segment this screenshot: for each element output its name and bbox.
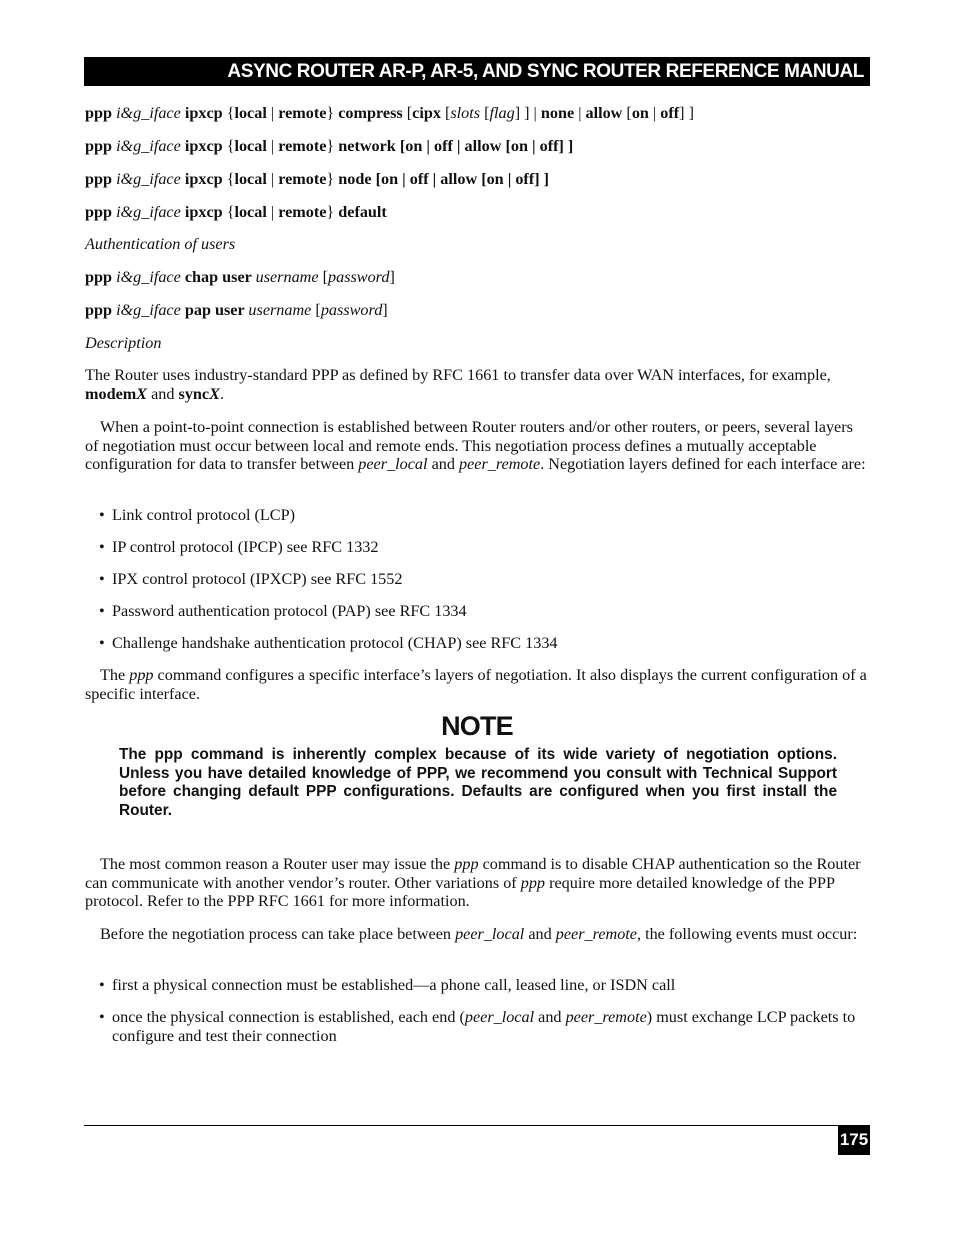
paragraph-common-reason (85, 855, 870, 911)
brace: } (326, 137, 335, 155)
brace: { (226, 170, 235, 188)
list-item: IPX control protocol (IPXCP) see RFC 1552 (112, 570, 403, 588)
text-run: require more detailed knowledge of the PPP protocol. Refer to the PPP RFC 1661 for more information. (85, 873, 835, 910)
text-run: Before the negotiation process can take place between (100, 925, 456, 943)
cmd-word: ppp (85, 104, 117, 122)
text-run: X (209, 384, 220, 403)
cmd-word: default (334, 203, 387, 221)
text-run: command is to disable CHAP authentication so the Router can communicate with another vendor’s router. Other variations of (85, 855, 861, 892)
list-item: IP control protocol (IPCP) see RFC 1332 (112, 538, 379, 556)
cmd-word: local (234, 104, 267, 122)
bracket: ] ] (679, 104, 694, 122)
text-run: The (100, 666, 130, 684)
bracket: [ (318, 268, 328, 286)
separator: | (266, 137, 279, 155)
text-run: . Negotiation layers defined for each interface are: (540, 455, 866, 473)
text-run: ppp (520, 873, 546, 892)
text-run: once the physical connection is established, each end ( (112, 1008, 465, 1026)
arg: password (320, 301, 383, 319)
cmd-word: ppp (85, 203, 117, 221)
footer-rule (84, 1125, 838, 1126)
brace: { (226, 137, 235, 155)
list-item: Password authentication protocol (PAP) see RFC 1334 (112, 602, 467, 620)
bracket: [ (480, 104, 490, 122)
brace: } (326, 170, 335, 188)
command-chap-user (85, 268, 870, 287)
cmd-word: ppp (85, 301, 117, 319)
text-run: The most common reason a Router user may issue the (100, 855, 455, 873)
auth-heading-text: Authentication of users (85, 235, 236, 253)
separator: | (266, 170, 279, 188)
text-run: X (136, 384, 148, 403)
cmd-word: off (660, 104, 680, 122)
cmd-options: [on | off | allow [on | off] ] (375, 170, 550, 188)
description-heading (85, 334, 870, 353)
text-run: When a point-to-point connection is established between Router routers and/or other routers, or peers, several layers of negotiation must occur between local and remote ends. This negotiation process defines a mutually acceptable configuration for data to transfer between (85, 418, 853, 473)
cmd-word: remote (278, 104, 327, 122)
text-run: ppp (454, 855, 479, 873)
cmd-word: remote (278, 137, 327, 155)
text-run: peer_remote (565, 1008, 647, 1026)
note-body: The ppp command is inherently complex because of its wide variety of negotiation options. Unless you have detailed knowledge of PPP, we recommend you consult with Technical Support before changing default PPP configurations. Defaults are configured when you first install the Router. (119, 746, 837, 820)
cmd-word: cipx (412, 104, 441, 122)
cmd-word: ipxcp (180, 137, 227, 155)
bullet-marker: • (99, 538, 105, 556)
paragraph-negotiation (85, 418, 870, 474)
separator: | (266, 104, 279, 122)
text-run: first a physical connection must be established—a phone call, leased line, or ISDN call (112, 976, 676, 994)
bracket: ] ] | (514, 104, 541, 122)
description-heading-text: Description (85, 334, 162, 352)
cmd-word: node (334, 170, 376, 188)
cmd-word: compress (334, 104, 407, 122)
cmd-word: ppp (85, 268, 117, 286)
text-run: peer_remote (555, 925, 637, 943)
command-node (85, 170, 870, 189)
iface-arg: i&g_iface (116, 170, 181, 188)
cmd-word: ppp (85, 137, 117, 155)
cmd-word: pap user (180, 301, 249, 319)
command-default (85, 203, 870, 222)
cmd-word: local (234, 137, 267, 155)
text-run: , the following events must occur: (637, 925, 858, 943)
bullet-marker: • (99, 1008, 105, 1026)
bracket: [ (406, 104, 413, 122)
cmd-word: chap user (180, 268, 256, 286)
bracket: ] (382, 301, 388, 319)
text-run: and (427, 455, 459, 473)
bullet-marker: • (99, 570, 105, 588)
iface-arg: i&g_iface (116, 104, 181, 122)
text-run: and (524, 925, 556, 943)
brace: } (326, 203, 335, 221)
command-network (85, 137, 870, 156)
cmd-word: ppp (85, 170, 117, 188)
cmd-word: none (540, 104, 575, 122)
cmd-word: ipxcp (180, 170, 227, 188)
list-item: Challenge handshake authentication protocol (CHAP) see RFC 1334 (112, 634, 558, 652)
command-compress (85, 104, 870, 123)
list-item (112, 976, 870, 995)
command-pap-user (85, 301, 870, 320)
brace: } (326, 104, 335, 122)
note-heading: NOTE (441, 711, 513, 741)
arg: username (248, 301, 312, 319)
text-run: peer_local (358, 455, 428, 473)
separator: | (266, 203, 279, 221)
bracket: [ (622, 104, 632, 122)
running-header-title: ASYNC ROUTER AR-P, AR-5, AND SYNC ROUTER REFERENCE MANUAL (227, 61, 864, 82)
separator: | (648, 104, 661, 122)
arg: slots (450, 104, 481, 122)
bullet-marker: • (99, 634, 105, 652)
text-run: command configures a specific interface’s layers of negotiation. It also displays the current configuration of a specific interface. (85, 666, 867, 703)
text-run: peer_local (464, 1008, 535, 1026)
text-run: peer_local (455, 925, 525, 943)
text-run: peer_remote (458, 455, 541, 473)
text-run: and (534, 1008, 566, 1026)
paragraph-intro (85, 366, 870, 403)
cmd-word: ipxcp (180, 104, 227, 122)
bracket: ] (389, 268, 395, 286)
iface-arg: i&g_iface (116, 301, 181, 319)
auth-heading (85, 235, 870, 254)
bracket: [ (311, 301, 321, 319)
running-header (84, 57, 870, 86)
text-run: . (219, 384, 224, 403)
text-run: sync (178, 384, 210, 403)
page-number: 175 (838, 1125, 870, 1155)
iface-arg: i&g_iface (116, 137, 181, 155)
paragraph-before-negotiation (85, 925, 870, 944)
bullet-marker: • (99, 602, 105, 620)
arg: flag (489, 104, 515, 122)
cmd-word: remote (278, 170, 327, 188)
bracket: [ (440, 104, 451, 122)
brace: { (226, 203, 235, 221)
text-run: modem (85, 384, 137, 403)
iface-arg: i&g_iface (116, 268, 181, 286)
bullet-marker: • (99, 976, 105, 994)
list-item (112, 1008, 870, 1045)
cmd-word: remote (278, 203, 327, 221)
bullet-marker: • (99, 506, 105, 524)
arg: password (328, 268, 390, 286)
paragraph-ppp-command (85, 666, 870, 703)
cmd-word: network (334, 137, 400, 155)
cmd-word: on (631, 104, 649, 122)
separator: | (574, 104, 586, 122)
cmd-word: local (234, 170, 267, 188)
cmd-word: allow (585, 104, 623, 122)
text-run: ppp (129, 666, 154, 684)
iface-arg: i&g_iface (116, 203, 181, 221)
text-run: The Router uses industry-standard PPP as defined by RFC 1661 to transfer data over WAN interfaces, for example, (85, 366, 831, 384)
text-run: ) must exchange LCP packets to configure and test their connection (112, 1008, 856, 1045)
list-item: Link control protocol (LCP) (112, 506, 295, 524)
brace: { (226, 104, 235, 122)
text-run: and (147, 384, 179, 403)
cmd-word: local (234, 203, 267, 221)
cmd-options: [on | off | allow [on | off] ] (399, 137, 574, 155)
cmd-word: ipxcp (180, 203, 227, 221)
arg: username (255, 268, 319, 286)
